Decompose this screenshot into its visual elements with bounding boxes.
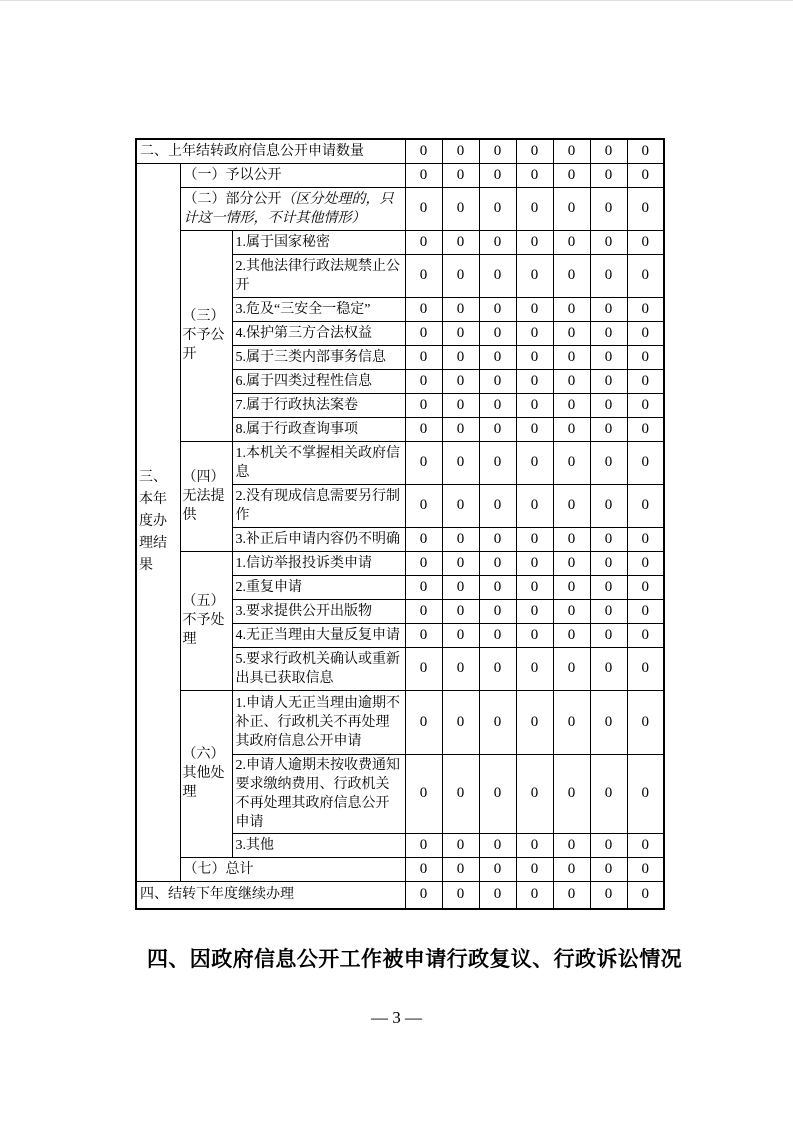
value-cell: 0 (405, 623, 442, 647)
table-row (136, 690, 664, 754)
value-cell: 0 (627, 754, 664, 833)
value-cell: 0 (553, 484, 590, 527)
row-label: 3.其他 (232, 833, 405, 857)
value-cell: 0 (479, 393, 516, 417)
value-cell: 0 (590, 230, 627, 254)
value-cell: 0 (479, 551, 516, 575)
value-cell: 0 (553, 163, 590, 187)
row-label: 5.要求行政机关确认或重新出具已获取信息 (232, 647, 405, 690)
value-cell: 0 (627, 139, 664, 163)
value-cell: 0 (627, 297, 664, 321)
value-cell: 0 (405, 163, 442, 187)
value-cell: 0 (553, 881, 590, 909)
value-cell: 0 (405, 297, 442, 321)
row-label-note: （区分处理的，只计这一情形，不计其他情形） (183, 191, 394, 226)
value-cell: 0 (553, 857, 590, 881)
value-cell: 0 (479, 230, 516, 254)
value-cell: 0 (516, 163, 553, 187)
row-label (180, 187, 405, 230)
value-cell: 0 (442, 254, 479, 297)
value-cell: 0 (553, 754, 590, 833)
row-label: 2.没有现成信息需要另行制作 (232, 484, 405, 527)
row-label: 3.补正后申请内容仍不明确 (232, 527, 405, 551)
group6-label: （六）其他处理 (180, 690, 232, 857)
value-cell: 0 (442, 551, 479, 575)
value-cell: 0 (590, 647, 627, 690)
section-heading: 四、因政府信息公开工作被申请行政复议、行政诉讼情况 (147, 947, 682, 971)
value-cell: 0 (516, 833, 553, 857)
table-row (136, 230, 664, 254)
value-cell: 0 (405, 393, 442, 417)
value-cell: 0 (405, 754, 442, 833)
row-label: （七）总计 (180, 857, 405, 881)
value-cell: 0 (442, 393, 479, 417)
row-label: 2.其他法律行政法规禁止公开 (232, 254, 405, 297)
value-cell: 0 (516, 575, 553, 599)
value-cell: 0 (516, 599, 553, 623)
value-cell: 0 (627, 575, 664, 599)
value-cell: 0 (516, 321, 553, 345)
value-cell: 0 (442, 690, 479, 754)
value-cell: 0 (442, 754, 479, 833)
value-cell: 0 (516, 187, 553, 230)
value-cell: 0 (479, 345, 516, 369)
value-cell: 0 (405, 441, 442, 484)
value-cell: 0 (590, 139, 627, 163)
value-cell: 0 (590, 575, 627, 599)
group5-label: （五）不予处理 (180, 551, 232, 690)
value-cell: 0 (479, 881, 516, 909)
row-label: 3.要求提供公开出版物 (232, 599, 405, 623)
value-cell: 0 (553, 690, 590, 754)
value-cell: 0 (627, 321, 664, 345)
row-label: 2.申请人逾期未按收费通知要求缴纳费用、行政机关不再处理其政府信息公开申请 (232, 754, 405, 833)
value-cell: 0 (627, 393, 664, 417)
value-cell: 0 (479, 484, 516, 527)
value-cell: 0 (479, 441, 516, 484)
row-label: 四、结转下年度继续办理 (136, 881, 405, 909)
value-cell: 0 (627, 345, 664, 369)
value-cell: 0 (590, 833, 627, 857)
row-label: 6.属于四类过程性信息 (232, 369, 405, 393)
value-cell: 0 (442, 599, 479, 623)
value-cell: 0 (627, 599, 664, 623)
value-cell: 0 (516, 297, 553, 321)
value-cell: 0 (479, 139, 516, 163)
row-label: 1.本机关不掌握相关政府信息 (232, 441, 405, 484)
value-cell: 0 (627, 551, 664, 575)
row-label: 5.属于三类内部事务信息 (232, 345, 405, 369)
value-cell: 0 (590, 881, 627, 909)
value-cell: 0 (553, 623, 590, 647)
value-cell: 0 (516, 254, 553, 297)
value-cell: 0 (516, 623, 553, 647)
value-cell: 0 (442, 484, 479, 527)
value-cell: 0 (553, 417, 590, 441)
value-cell: 0 (627, 254, 664, 297)
value-cell: 0 (479, 833, 516, 857)
value-cell: 0 (405, 647, 442, 690)
page-number: — 3 — (371, 1008, 422, 1027)
value-cell: 0 (590, 297, 627, 321)
value-cell: 0 (590, 254, 627, 297)
table-row (136, 163, 664, 187)
value-cell: 0 (516, 484, 553, 527)
value-cell: 0 (479, 623, 516, 647)
group3-label: （三）不予公开 (180, 230, 232, 441)
value-cell: 0 (479, 599, 516, 623)
value-cell: 0 (442, 575, 479, 599)
value-cell: 0 (442, 647, 479, 690)
value-cell: 0 (590, 599, 627, 623)
row-label: 1.信访举报投诉类申请 (232, 551, 405, 575)
value-cell: 0 (405, 599, 442, 623)
value-cell: 0 (627, 163, 664, 187)
value-cell: 0 (516, 551, 553, 575)
value-cell: 0 (516, 393, 553, 417)
value-cell: 0 (479, 575, 516, 599)
value-cell: 0 (553, 254, 590, 297)
value-cell: 0 (553, 187, 590, 230)
value-cell: 0 (553, 321, 590, 345)
value-cell: 0 (479, 187, 516, 230)
value-cell: 0 (405, 369, 442, 393)
value-cell: 0 (442, 230, 479, 254)
value-cell: 0 (516, 417, 553, 441)
value-cell: 0 (405, 187, 442, 230)
value-cell: 0 (442, 417, 479, 441)
value-cell: 0 (405, 690, 442, 754)
value-cell: 0 (405, 551, 442, 575)
value-cell: 0 (479, 297, 516, 321)
row-label: 8.属于行政查询事项 (232, 417, 405, 441)
value-cell: 0 (405, 857, 442, 881)
value-cell: 0 (627, 417, 664, 441)
value-cell: 0 (516, 139, 553, 163)
value-cell: 0 (553, 833, 590, 857)
value-cell: 0 (516, 230, 553, 254)
table-row (136, 441, 664, 484)
value-cell: 0 (442, 345, 479, 369)
value-cell: 0 (442, 857, 479, 881)
value-cell: 0 (442, 833, 479, 857)
value-cell: 0 (442, 139, 479, 163)
value-cell: 0 (553, 230, 590, 254)
value-cell: 0 (442, 369, 479, 393)
value-cell: 0 (442, 187, 479, 230)
value-cell: 0 (442, 297, 479, 321)
value-cell: 0 (442, 881, 479, 909)
value-cell: 0 (479, 254, 516, 297)
row-label: （一）予以公开 (180, 163, 405, 187)
value-cell: 0 (516, 441, 553, 484)
row-label: 2.重复申请 (232, 575, 405, 599)
value-cell: 0 (516, 527, 553, 551)
value-cell: 0 (553, 297, 590, 321)
value-cell: 0 (553, 139, 590, 163)
value-cell: 0 (590, 345, 627, 369)
value-cell: 0 (442, 163, 479, 187)
group4-label: （四）无法提供 (180, 441, 232, 551)
value-cell: 0 (479, 754, 516, 833)
value-cell: 0 (627, 441, 664, 484)
disclosure-report-table (135, 138, 665, 910)
value-cell: 0 (442, 623, 479, 647)
value-cell: 0 (405, 833, 442, 857)
value-cell: 0 (590, 163, 627, 187)
row-label: 4.保护第三方合法权益 (232, 321, 405, 345)
page-top-edge (0, 0, 793, 1)
section3-label: 三、本年度办理结果 (136, 163, 180, 881)
value-cell: 0 (590, 441, 627, 484)
value-cell: 0 (627, 857, 664, 881)
row-label-main: （二）部分公开 (183, 191, 282, 207)
value-cell: 0 (553, 441, 590, 484)
value-cell: 0 (627, 187, 664, 230)
value-cell: 0 (479, 163, 516, 187)
value-cell: 0 (479, 527, 516, 551)
value-cell: 0 (627, 647, 664, 690)
table-row (136, 187, 664, 230)
value-cell: 0 (553, 345, 590, 369)
value-cell: 0 (516, 647, 553, 690)
value-cell: 0 (627, 833, 664, 857)
value-cell: 0 (405, 139, 442, 163)
value-cell: 0 (479, 369, 516, 393)
row-label: 3.危及“三安全一稳定” (232, 297, 405, 321)
value-cell: 0 (590, 690, 627, 754)
value-cell: 0 (479, 647, 516, 690)
value-cell: 0 (442, 527, 479, 551)
value-cell: 0 (553, 647, 590, 690)
value-cell: 0 (516, 369, 553, 393)
value-cell: 0 (479, 417, 516, 441)
value-cell: 0 (405, 881, 442, 909)
row-label: 4.无正当理由大量反复申请 (232, 623, 405, 647)
value-cell: 0 (627, 623, 664, 647)
value-cell: 0 (479, 321, 516, 345)
row-label: 二、上年结转政府信息公开申请数量 (136, 139, 405, 163)
value-cell: 0 (590, 417, 627, 441)
value-cell: 0 (627, 881, 664, 909)
value-cell: 0 (405, 527, 442, 551)
value-cell: 0 (479, 857, 516, 881)
table-row (136, 881, 664, 909)
value-cell: 0 (516, 690, 553, 754)
value-cell: 0 (627, 527, 664, 551)
value-cell: 0 (516, 345, 553, 369)
value-cell: 0 (405, 575, 442, 599)
table-row (136, 857, 664, 881)
value-cell: 0 (553, 369, 590, 393)
value-cell: 0 (627, 230, 664, 254)
value-cell: 0 (516, 754, 553, 833)
value-cell: 0 (553, 551, 590, 575)
value-cell: 0 (553, 599, 590, 623)
value-cell: 0 (590, 369, 627, 393)
value-cell: 0 (405, 321, 442, 345)
value-cell: 0 (590, 551, 627, 575)
value-cell: 0 (590, 754, 627, 833)
value-cell: 0 (590, 623, 627, 647)
value-cell: 0 (442, 321, 479, 345)
value-cell: 0 (627, 484, 664, 527)
value-cell: 0 (405, 345, 442, 369)
value-cell: 0 (590, 187, 627, 230)
value-cell: 0 (405, 230, 442, 254)
value-cell: 0 (405, 484, 442, 527)
value-cell: 0 (516, 857, 553, 881)
value-cell: 0 (590, 857, 627, 881)
row-label: 1.申请人无正当理由逾期不补正、行政机关不再处理其政府信息公开申请 (232, 690, 405, 754)
value-cell: 0 (553, 393, 590, 417)
value-cell: 0 (553, 527, 590, 551)
table-row (136, 551, 664, 575)
value-cell: 0 (590, 527, 627, 551)
row-label: 7.属于行政执法案卷 (232, 393, 405, 417)
value-cell: 0 (405, 417, 442, 441)
value-cell: 0 (590, 321, 627, 345)
value-cell: 0 (405, 254, 442, 297)
value-cell: 0 (627, 369, 664, 393)
value-cell: 0 (590, 393, 627, 417)
value-cell: 0 (479, 690, 516, 754)
value-cell: 0 (516, 881, 553, 909)
value-cell: 0 (442, 441, 479, 484)
table-row (136, 139, 664, 163)
value-cell: 0 (590, 484, 627, 527)
value-cell: 0 (553, 575, 590, 599)
value-cell: 0 (627, 690, 664, 754)
row-label: 1.属于国家秘密 (232, 230, 405, 254)
